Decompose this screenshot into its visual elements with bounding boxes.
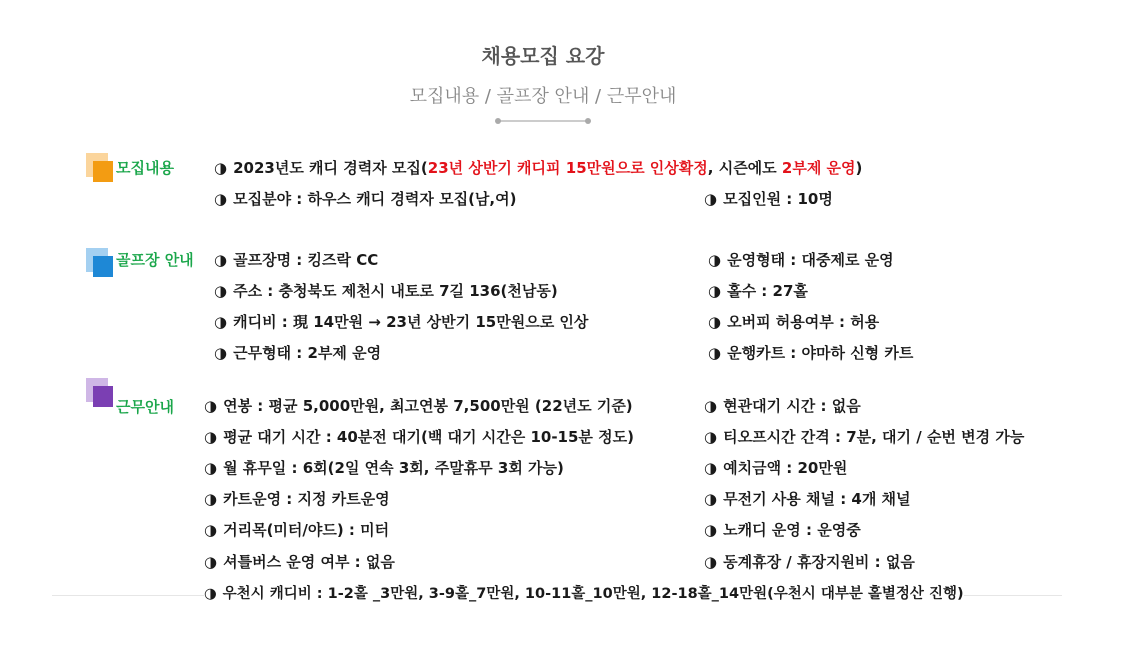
bullet-icon: ◑ (204, 459, 218, 477)
highlight-text: 2부제 운영 (781, 159, 856, 177)
title-divider (497, 120, 589, 122)
golf-info-item: ◑ 골프장명 : 킹즈락 CC (214, 251, 379, 269)
work-info-item: ◑ 노캐디 운영 : 운영중 (704, 521, 861, 539)
bullet-icon: ◑ (704, 190, 718, 208)
section-label-golf: 골프장 안내 (116, 251, 194, 269)
section-label-work: 근무안내 (116, 398, 174, 416)
bullet-icon: ◑ (704, 553, 718, 571)
work-info-item: ◑ 카트운영 : 지정 카트운영 (204, 490, 390, 508)
work-info-item: ◑ 셔틀버스 운영 여부 : 없음 (204, 553, 395, 571)
recruit-field: ◑ 모집분야 : 하우스 캐디 경력자 모집(남,여) (214, 190, 517, 208)
bullet-icon: ◑ (204, 397, 218, 415)
golf-info-item: ◑ 운행카트 : 야마하 신형 카트 (708, 344, 914, 362)
bullet-icon: ◑ (214, 282, 228, 300)
bullet-icon: ◑ (708, 313, 722, 331)
divider-dot-right (585, 118, 591, 124)
golf-square-icon (86, 248, 114, 278)
bullet-icon: ◑ (704, 397, 718, 415)
recruit-count: ◑ 모집인원 : 10명 (704, 190, 833, 208)
golf-info-item: ◑ 홀수 : 27홀 (708, 282, 808, 300)
work-info-item: ◑ 평균 대기 시간 : 40분전 대기(백 대기 시간은 10-15분 정도) (204, 428, 634, 446)
golf-info-item: ◑ 주소 : 충청북도 제천시 내토로 7길 136(천남동) (214, 282, 558, 300)
bullet-icon: ◑ (704, 459, 718, 477)
bullet-icon: ◑ (704, 490, 718, 508)
page-subtitle: 모집내용 / 골프장 안내 / 근무안내 (409, 86, 677, 107)
highlight-text: 23년 상반기 캐디피 15만원으로 인상확정 (427, 159, 708, 177)
bullet-icon: ◑ (704, 521, 718, 539)
work-info-item: ◑ 예치금액 : 20만원 (704, 459, 848, 477)
work-info-item: ◑ 월 휴무일 : 6회(2일 연속 3회, 주말휴무 3회 가능) (204, 459, 564, 477)
golf-info-item: ◑ 오버피 허용여부 : 허용 (708, 313, 880, 331)
bullet-icon: ◑ (214, 313, 228, 331)
page-title: 채용모집 요강 (481, 44, 605, 68)
recruit-line-1: ◑ 2023년도 캐디 경력자 모집(23년 상반기 캐디피 15만원으로 인상확정, 시즌에도 2부제 운영) (214, 159, 863, 177)
divider-dot-left (495, 118, 501, 124)
work-info-item: ◑ 티오프시간 간격 : 7분, 대기 / 순번 변경 가능 (704, 428, 1025, 446)
bullet-icon: ◑ (708, 251, 722, 269)
bullet-icon: ◑ (214, 159, 228, 177)
work-info-item: ◑ 거리목(미터/야드) : 미터 (204, 521, 390, 539)
golf-info-item: ◑ 캐디비 : 現 14만원 → 23년 상반기 15만원으로 인상 (214, 313, 589, 331)
bullet-icon: ◑ (204, 586, 217, 602)
bullet-icon: ◑ (204, 428, 218, 446)
work-info-item: ◑ 현관대기 시간 : 없음 (704, 397, 861, 415)
bullet-icon: ◑ (204, 490, 218, 508)
bullet-icon: ◑ (214, 251, 228, 269)
bullet-icon: ◑ (708, 282, 722, 300)
bullet-icon: ◑ (204, 553, 218, 571)
work-rain-fee: ◑ 우천시 캐디비 : 1-2홀 _3만원, 3-9홀_7만원, 10-11홀_10만원, 12-18홀_14만원(우천시 대부분 홀별정산 진행) (204, 582, 964, 603)
work-square-icon (86, 378, 114, 408)
bullet-icon: ◑ (704, 428, 718, 446)
bullet-icon: ◑ (708, 344, 722, 362)
section-label-recruit: 모집내용 (116, 159, 174, 177)
work-info-item: ◑ 연봉 : 평균 5,000만원, 최고연봉 7,500만원 (22년도 기준) (204, 397, 633, 415)
recruit-square-icon (86, 153, 114, 183)
bullet-icon: ◑ (204, 521, 218, 539)
bullet-icon: ◑ (214, 344, 228, 362)
work-info-item: ◑ 동계휴장 / 휴장지원비 : 없음 (704, 553, 915, 571)
bullet-icon: ◑ (214, 190, 228, 208)
golf-info-item: ◑ 운영형태 : 대중제로 운영 (708, 251, 894, 269)
golf-info-item: ◑ 근무형태 : 2부제 운영 (214, 344, 382, 362)
work-info-item: ◑ 무전기 사용 채널 : 4개 채널 (704, 490, 911, 508)
